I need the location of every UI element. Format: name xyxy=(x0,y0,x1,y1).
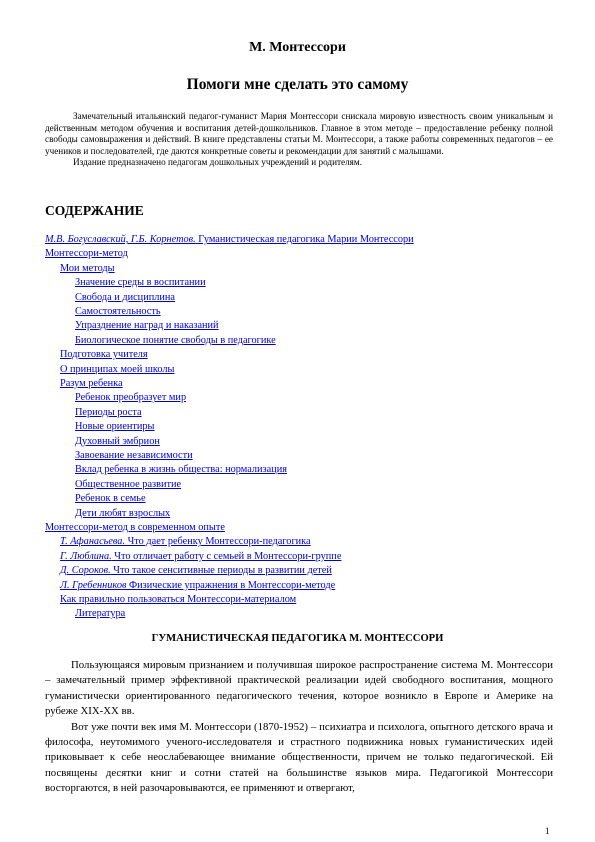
body-paragraph: Вот уже почти век имя М. Монтессори (1870-1952) – психиатра и психолога, опытного детского врача и философа, неутомимого ученого-исследователя и страстного подвижника новых гуманистических идей приковывает к себе неослабевающее внимание общественности, причем не только педагогической. Ей посвящены десятки книг и сотни статей на большинстве языков мира. Педагогикой Монтессори восторгаются, в ней разочаровываются, ее применяют и отвергают, xyxy=(45,720,553,795)
toc-heading: СОДЕРЖАНИЕ xyxy=(45,203,144,218)
toc-link-text: Упразднение наград и наказаний xyxy=(75,320,219,332)
toc-link-text: Духовный эмбрион xyxy=(75,435,160,447)
toc-link-text: Монтессори-метод в современном опыте xyxy=(45,522,225,533)
toc-link-text: Гуманистическая педагогика Марии Монтессори xyxy=(195,234,414,245)
toc-link[interactable] xyxy=(75,478,181,492)
toc-link-text: Биологическое понятие свободы в педагогике xyxy=(75,334,276,346)
toc-link[interactable] xyxy=(60,363,174,377)
toc-link-text: Общественное развитие xyxy=(75,478,182,490)
toc-link[interactable] xyxy=(60,579,335,593)
toc-link-text: Подготовка учителя xyxy=(60,349,148,361)
toc-link[interactable] xyxy=(75,435,160,449)
toc-link-text: Что дает ребенку Монтессори-педагогика xyxy=(125,536,311,548)
toc-link-author: Д. Сороков. xyxy=(60,565,111,577)
toc-link-text: Периоды роста xyxy=(75,406,142,418)
abstract-paragraph: Замечательный итальянский педагог-гуманист Мария Монтессори снискала мировую известность своим уникальным и действенным методом обучения и воспитания детей-дошкольников. Главное в этом методе – предоставление ребенку полной свободы самовыражения и действий. В книге представлены статьи М. Монтессори, а также работы современных педагогов – ее учеников и последователей, где даются конкретные советы и рекомендации для занятий с малышами. xyxy=(45,111,553,156)
toc-link-text: Монтессори-метод xyxy=(45,248,128,260)
toc-link[interactable] xyxy=(75,406,142,420)
toc-link-text: Что такое сенситивные периоды в развитии детей xyxy=(110,565,332,577)
body-paragraph: Пользующаяся мировым признанием и получившая широкое распространение система М. Монтессори – замечательный пример эффективной практической реализации идей свободного воспитания, мощного гуманистически ориентированного педагогического течения, которое возникло в Европе и Америке на рубеже XIX-XX вв. xyxy=(45,659,553,718)
toc-link[interactable] xyxy=(75,276,206,290)
toc-link[interactable] xyxy=(60,550,341,564)
toc-link-author: Г. Люблина. xyxy=(60,550,112,562)
toc-link[interactable] xyxy=(75,291,175,305)
toc-link-text: Самостоятельность xyxy=(75,306,161,317)
toc-link[interactable] xyxy=(75,319,219,333)
toc-link-text: Значение среды в воспитании xyxy=(75,277,206,289)
toc-link-text: Что отличает работу с семьей в Монтессори-группе xyxy=(111,550,342,562)
toc-link-text: Вклад ребенка в жизнь общества: нормализация xyxy=(75,464,287,476)
toc-link[interactable] xyxy=(60,593,296,607)
toc-link-text: Литература xyxy=(75,608,126,620)
toc-link[interactable] xyxy=(45,247,128,261)
toc-link[interactable] xyxy=(75,449,193,463)
toc-link[interactable] xyxy=(75,507,170,521)
toc-link-text: Завоевание независимости xyxy=(75,450,193,461)
toc-link-text: Физические упражнения в Монтессори-методе xyxy=(126,579,336,591)
toc-link[interactable] xyxy=(45,521,225,535)
book-author: М. Монтессори xyxy=(249,40,346,55)
toc-link-text: Разум ребенка xyxy=(60,378,123,389)
toc-link[interactable] xyxy=(75,305,161,319)
toc-link[interactable] xyxy=(75,391,186,405)
toc-link[interactable] xyxy=(75,420,154,434)
toc-link[interactable] xyxy=(60,348,148,362)
toc-link[interactable] xyxy=(75,492,146,506)
section-heading: ГУМАНИСТИЧЕСКАЯ ПЕДАГОГИКА М. МОНТЕССОРИ xyxy=(151,633,444,644)
toc-link[interactable] xyxy=(60,377,123,391)
toc-link[interactable] xyxy=(60,564,332,578)
abstract xyxy=(45,111,553,169)
toc-link-text: Как правильно пользоваться Монтессори-материалом xyxy=(60,594,297,605)
book-title: Помоги мне сделать это самому xyxy=(186,76,409,93)
page-number: 1 xyxy=(545,826,550,836)
toc-link-text: Мои методы xyxy=(60,262,115,274)
toc-link-author: Л. Гребенников xyxy=(60,579,127,591)
toc-link-text: Новые ориентиры xyxy=(75,421,155,433)
toc-link-text: Ребенок преобразует мир xyxy=(75,392,187,404)
toc-link-text: Дети любят взрослых xyxy=(75,507,171,519)
section-body xyxy=(45,658,553,797)
toc-link-text: О принципах моей школы xyxy=(60,363,175,375)
toc-link[interactable] xyxy=(75,607,125,621)
toc-link[interactable] xyxy=(60,262,115,276)
abstract-paragraph: Издание предназначено педагогам дошкольных учреждений и родителям. xyxy=(73,157,363,168)
toc-link-author: М.В. Богуславский, Г.Б. Корнетов. xyxy=(45,234,196,245)
toc-link-text: Свобода и дисциплина xyxy=(75,291,175,303)
toc-link[interactable] xyxy=(75,463,287,477)
toc-link[interactable] xyxy=(75,334,276,348)
toc-link[interactable] xyxy=(60,535,311,549)
toc-link-text: Ребенок в семье xyxy=(75,493,146,505)
toc-link-author: Т. Афанасьева. xyxy=(60,536,126,548)
toc-link[interactable] xyxy=(45,233,414,247)
